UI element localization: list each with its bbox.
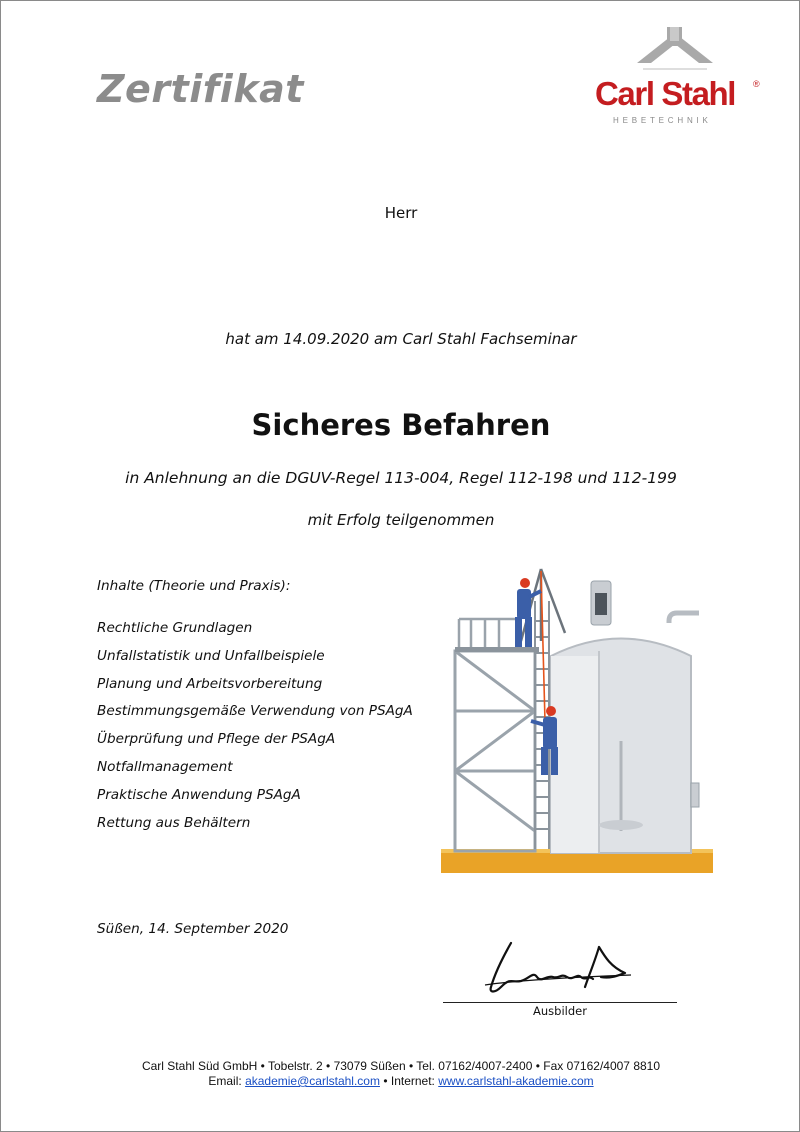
regulation-line: in Anlehnung an die DGUV-Regel 113-004, Regel 112-198 und 112-199 <box>125 469 677 487</box>
contents-item: Rettung aus Behältern <box>97 814 251 831</box>
contents-item: Praktische Anwendung PSAgA <box>97 786 301 803</box>
contents-section <box>97 578 413 842</box>
website-link[interactable]: www.carlstahl-akademie.com <box>438 1074 594 1088</box>
footer-address: Carl Stahl Süd GmbH • Tobelstr. 2 • 73079 Süßen • Tel. 07162/4007-2400 • Fax 07162/4007 8810 <box>141 1059 661 1073</box>
contents-list <box>97 620 413 842</box>
place-date: Süßen, 14. September 2020 <box>97 921 289 937</box>
email-link[interactable]: akademie@carlstahl.com <box>245 1074 380 1088</box>
signature-image <box>481 937 641 997</box>
contents-item: Bestimmungsgemäße Verwendung von PSAgA <box>97 703 413 720</box>
logo-subtitle: HEBETECHNIK <box>613 116 712 125</box>
course-title: Sicheres Befahren <box>251 408 551 442</box>
email-label: Email: <box>208 1074 242 1088</box>
attendance-line: hat am 14.09.2020 am Carl Stahl Fachseminar <box>225 330 577 348</box>
logo-brand-text: Carl Stahl <box>595 75 736 112</box>
signature-label: Ausbilder <box>533 1004 587 1018</box>
signature-line <box>443 1002 677 1003</box>
contents-item: Notfallmanagement <box>97 758 233 775</box>
footer-contact <box>1 1074 800 1088</box>
contents-item: Unfallstatistik und Unfallbeispiele <box>97 647 325 664</box>
result-line: mit Erfolg teilgenommen <box>307 511 495 529</box>
contents-heading: Inhalte (Theorie und Praxis): <box>97 578 291 594</box>
footer-separator: • <box>383 1074 388 1088</box>
contents-item: Überprüfung und Pflege der PSAgA <box>97 731 336 748</box>
carl-stahl-logo <box>587 27 773 131</box>
registered-mark: ® <box>753 79 760 89</box>
contents-item: Planung und Arbeitsvorbereitung <box>97 675 323 692</box>
salutation: Herr <box>384 204 418 222</box>
tank-rescue-illustration <box>441 561 713 873</box>
contents-item: Rechtliche Grundlagen <box>97 620 253 636</box>
certificate-title: Zertifikat <box>97 67 304 111</box>
internet-label: Internet: <box>390 1074 435 1088</box>
